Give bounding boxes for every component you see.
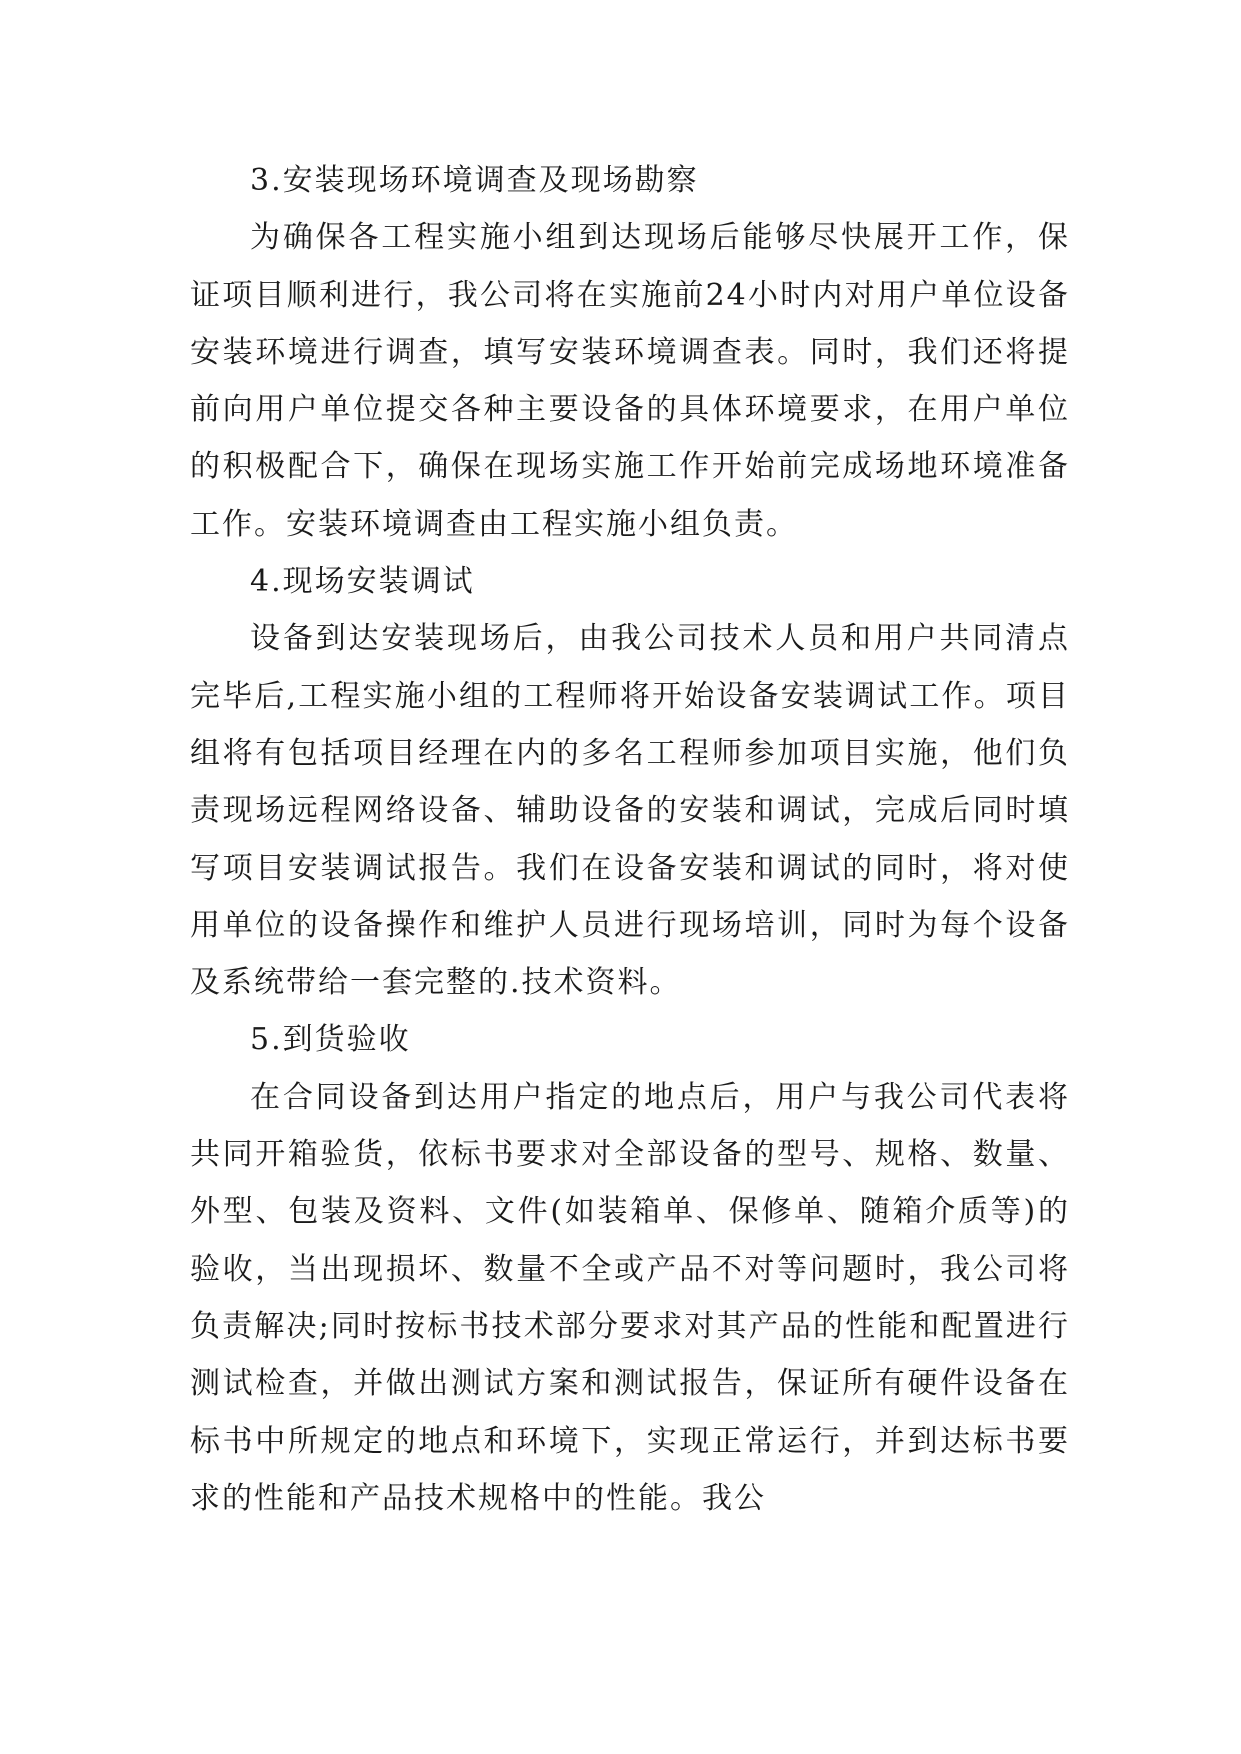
section-heading-4: 4.现场安装调试 bbox=[250, 564, 475, 600]
section-heading-3: 3.安装现场环境调查及现场勘察 bbox=[250, 163, 699, 198]
document-body bbox=[190, 152, 1070, 1527]
section-paragraph-4: 设备到达安装现场后，由我公司技术人员和用户共同清点完毕后,工程实施小组的工程师将开始设备安装调试工作。项目组将有包括项目经理在内的多名工程师参加项目实施，他们负责现场远程网络设备、辅助设备的安装和调试，完成后同时填写项目安装调试报告。我们在设备安装和调试的同时，将对使用单位的设备操作和维护人员进行现场培训，同时为每个设备及系统带给一套完整的.技术资料。 bbox=[190, 621, 1070, 1001]
section-paragraph-5: 在合同设备到达用户指定的地点后，用户与我公司代表将共同开箱验货，依标书要求对全部设备的型号、规格、数量、外型、包装及资料、文件(如装箱单、保修单、随箱介质等)的验收，当出现损坏、数量不全或产品不对等问题时，我公司将负责解决;同时按标书技术部分要求对其产品的性能和配置进行测试检查，并做出测试方案和测试报告，保证所有硬件设备在标书中所规定的地点和环境下，实现正常运行，并到达标书要求的性能和产品技术规格中的性能。我公 bbox=[190, 1079, 1070, 1516]
section-paragraph-3: 为确保各工程实施小组到达现场后能够尽快展开工作，保证项目顺利进行，我公司将在实施前24小时内对用户单位设备安装环境进行调查，填写安装环境调查表。同时，我们还将提前向用户单位提交各种主要设备的具体环境要求，在用户单位的积极配合下，确保在现场实施工作开始前完成场地环境准备工作。安装环境调查由工程实施小组负责。 bbox=[190, 220, 1070, 542]
section-heading-5: 5.到货验收 bbox=[250, 1022, 411, 1058]
